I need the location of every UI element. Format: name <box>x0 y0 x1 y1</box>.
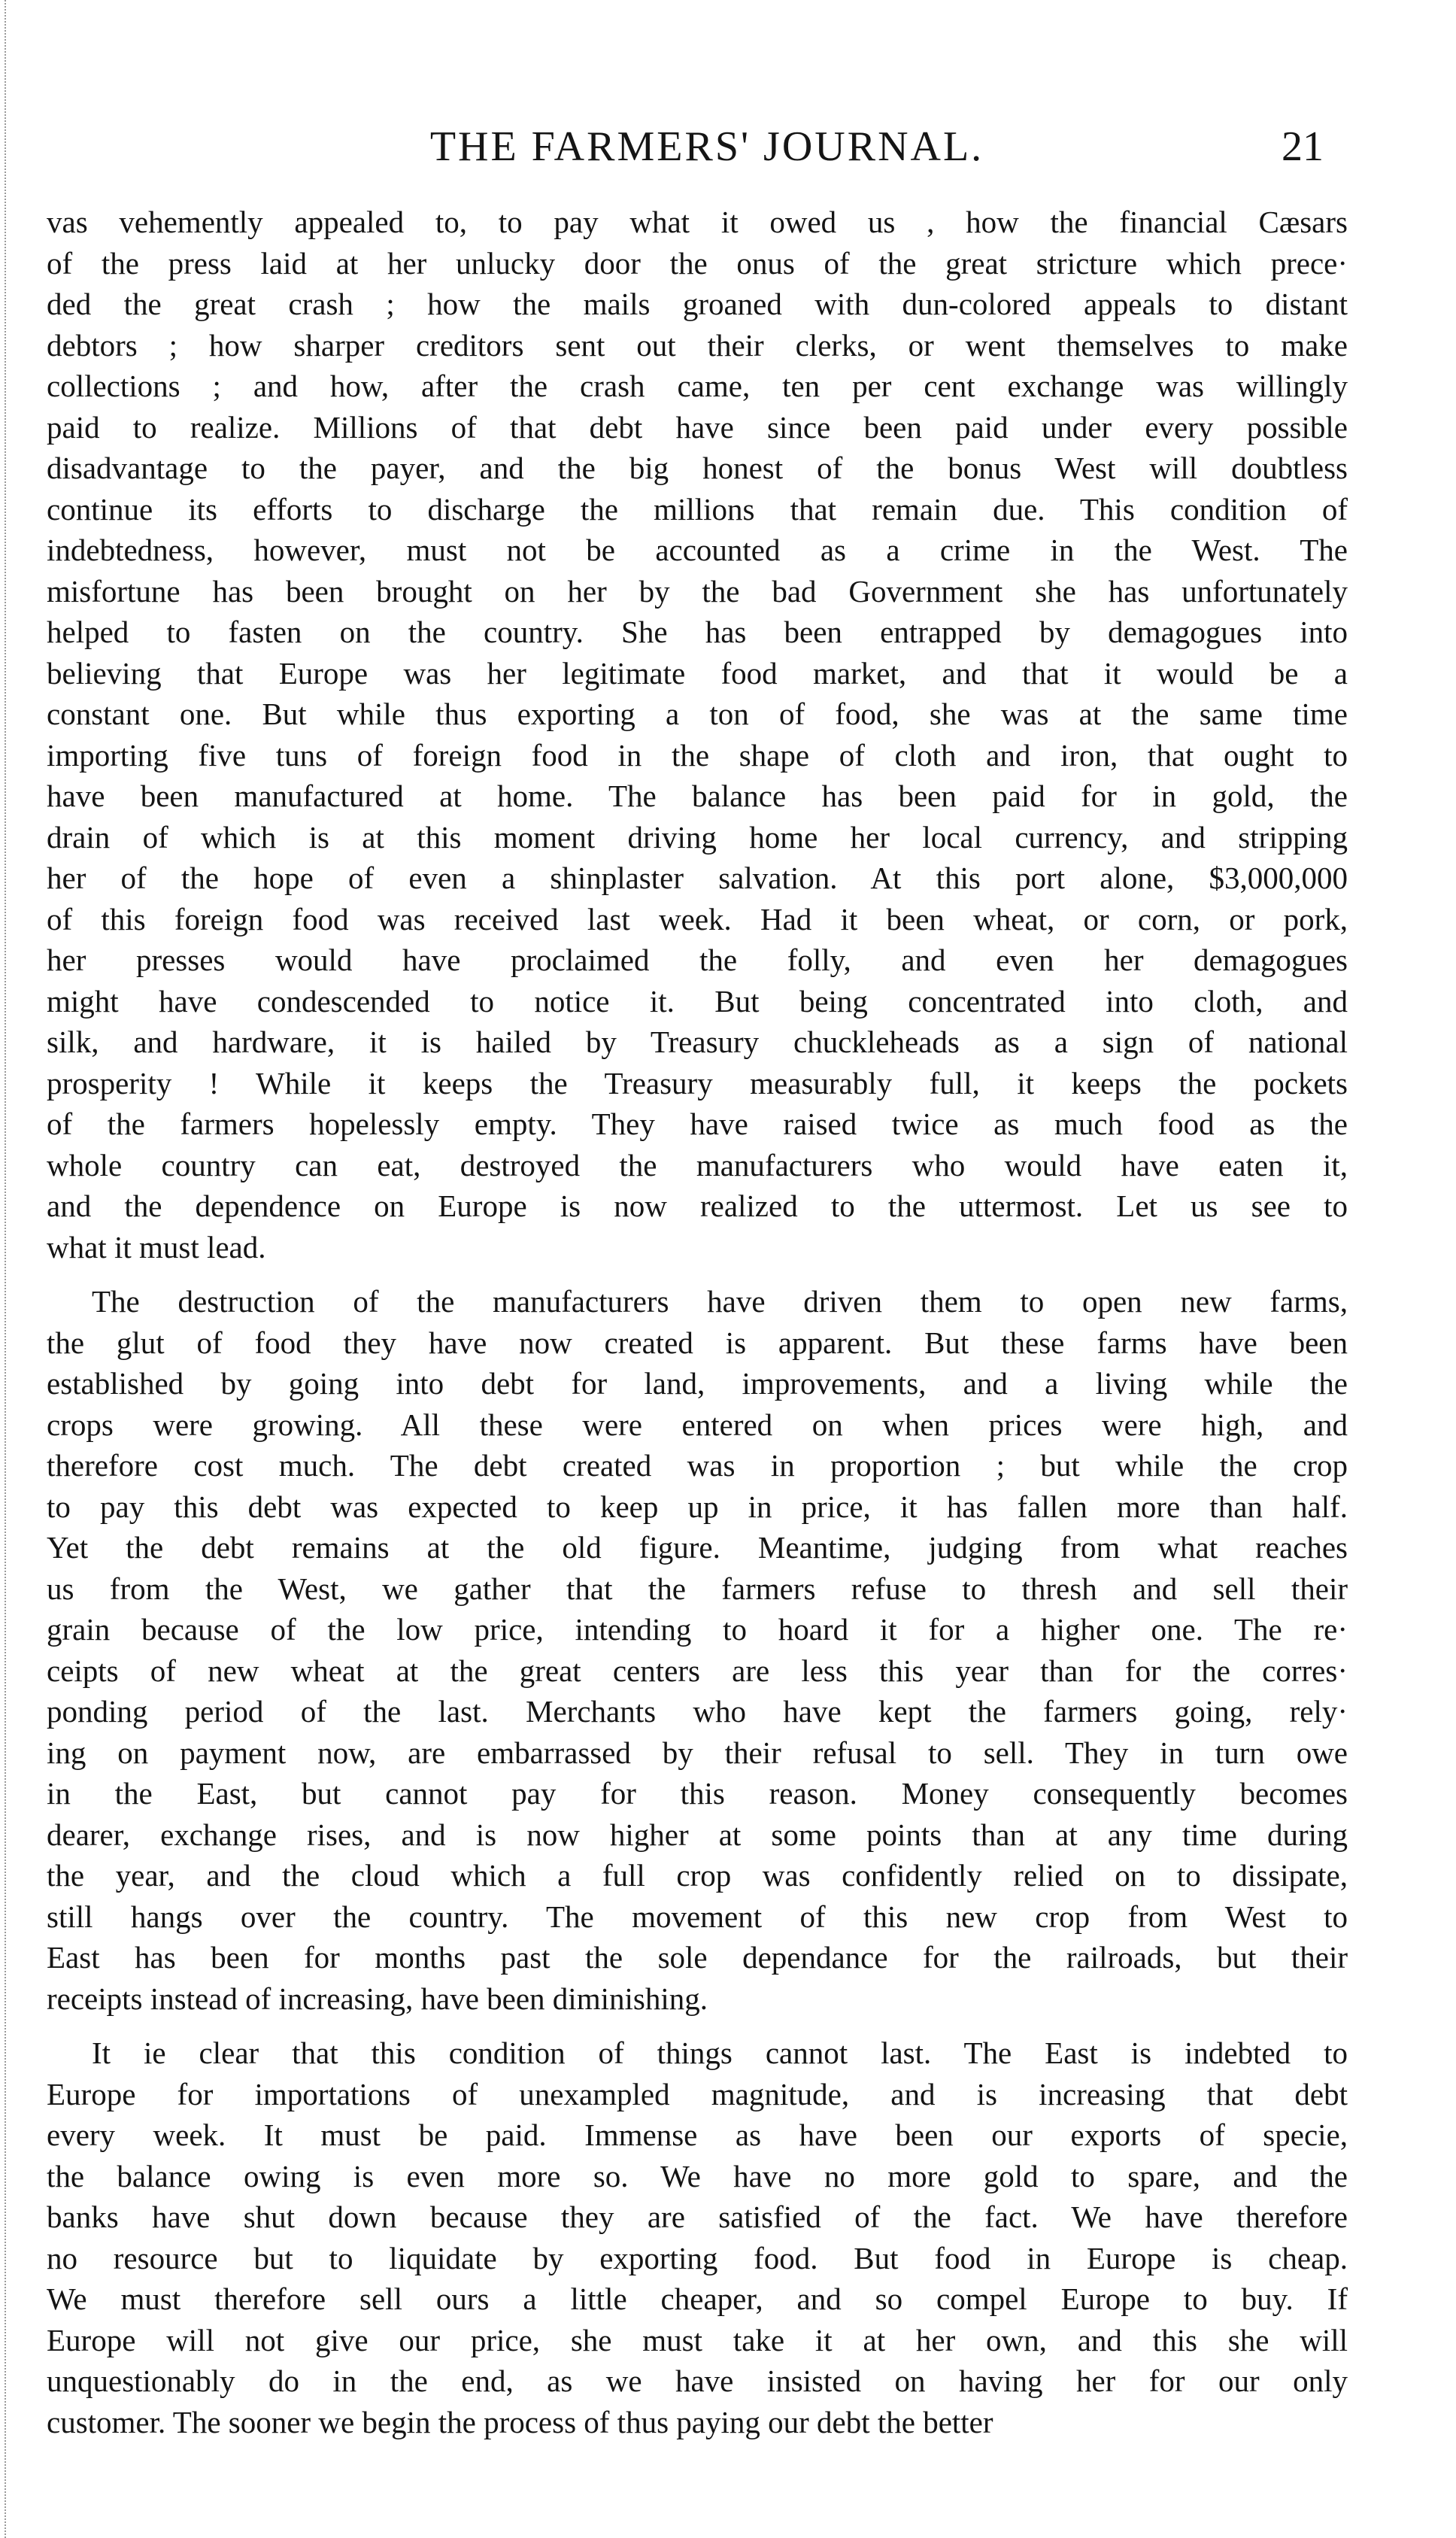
text-line: in the East, but cannot pay for this reason. Money consequently becomes <box>47 1776 1348 1811</box>
text-line: banks have shut down because they are satisfied of the fact. We have therefore <box>47 2199 1348 2234</box>
running-head <box>90 109 1324 177</box>
paragraph-gap <box>47 2019 1348 2033</box>
text-line: grain because of the low price, intending to hoard it for a higher one. The re· <box>47 1612 1348 1647</box>
text-line: receipts instead of increasing, have been diminishing. <box>47 1981 708 2016</box>
text-line: established by going into debt for land, improvements, and a living while the <box>47 1366 1348 1401</box>
text-line: customer. The sooner we begin the process of thus paying our debt the better <box>47 2404 993 2439</box>
text-line: Europe for importations of unexampled magnitude, and is increasing that debt <box>47 2076 1348 2111</box>
text-line: the glut of food they have now created is apparent. But these farms have been <box>47 1325 1348 1360</box>
text-line: believing that Europe was her legitimate food market, and that it would be a <box>47 655 1348 691</box>
paragraph-gap <box>47 1267 1348 1281</box>
text-line: vas vehemently appealed to, to pay what it owed us , how the financial Cæsars <box>47 205 1348 239</box>
text-line: collections ; and how, after the crash came, ten per cent exchange was willingly <box>47 369 1348 403</box>
text-line: of the press laid at her unlucky door the onus of the great stricture which prece· <box>47 245 1348 281</box>
text-line: us from the West, we gather that the farmers refuse to thresh and sell their <box>47 1571 1348 1606</box>
text-line: her presses would have proclaimed the folly, and even her demagogues <box>47 943 1348 977</box>
text-line: the year, and the cloud which a full crop was confidently relied on to dissipate, <box>47 1858 1348 1893</box>
text-line: prosperity ! While it keeps the Treasury measurably full, it keeps the pockets <box>47 1065 1348 1101</box>
text-line: Europe will not give our price, she must take it at her own, and this she will <box>47 2322 1348 2357</box>
text-line: ded the great crash ; how the mails groaned with dun-colored appeals to distant <box>47 287 1348 321</box>
text-line: drain of which is at this moment driving home her local currency, and stripping <box>47 819 1348 855</box>
text-line: paid to realize. Millions of that debt have since been paid under every possible <box>47 409 1348 445</box>
text-line: disadvantage to the payer, and the big honest of the bonus West will doubtless <box>47 451 1348 485</box>
text-line: indebtedness, however, must not be accounted as a crime in the West. The <box>47 533 1348 567</box>
text-line: therefore cost much. The debt created was in proportion ; but while the crop <box>47 1448 1348 1483</box>
paragraph <box>47 2033 1348 2442</box>
text-line: East has been for months past the sole dependance for the railroads, but their <box>47 1940 1348 1975</box>
text-line: silk, and hardware, it is hailed by Treasury chuckleheads as a sign of national <box>47 1025 1348 1059</box>
text-line: The destruction of the manufacturers have driven them to open new farms, <box>92 1284 1348 1319</box>
text-line: the balance owing is even more so. We have no more gold to spare, and the <box>47 2158 1348 2193</box>
text-line: might have condescended to notice it. But being concentrated into cloth, and <box>47 983 1348 1019</box>
article-body <box>47 202 1348 2442</box>
text-line: have been manufactured at home. The balance has been paid for in gold, the <box>47 779 1348 813</box>
paragraph <box>47 202 1348 1267</box>
journal-title: THE FARMERS' JOURNAL. <box>429 123 984 170</box>
text-line: continue its efforts to discharge the millions that remain due. This condition of <box>47 491 1348 527</box>
text-line: unquestionably do in the end, as we have insisted on having her for our only <box>47 2363 1348 2398</box>
text-line: still hangs over the country. The movement of this new crop from West to <box>47 1899 1348 1934</box>
text-line: Yet the debt remains at the old figure. Meantime, judging from what reaches <box>47 1530 1348 1565</box>
text-line: and the dependence on Europe is now realized to the uttermost. Let us see to <box>47 1189 1348 1223</box>
margin-rule <box>5 0 6 2538</box>
text-line: every week. It must be paid. Immense as have been our exports of specie, <box>47 2118 1348 2152</box>
text-line: helped to fasten on the country. She has been entrapped by demagogues into <box>47 615 1348 649</box>
text-line: We must therefore sell ours a little cheaper, and so compel Europe to buy. If <box>47 2281 1348 2316</box>
text-line: importing five tuns of foreign food in the shape of cloth and iron, that ought to <box>47 737 1348 773</box>
text-line: crops were growing. All these were entered on when prices were high, and <box>47 1407 1348 1442</box>
text-line: debtors ; how sharper creditors sent out their clerks, or went themselves to make <box>47 327 1348 363</box>
text-line: her of the hope of even a shinplaster salvation. At this port alone, $3,000,000 <box>47 861 1348 895</box>
text-line: ponding period of the last. Merchants who have kept the farmers going, rely· <box>47 1694 1348 1729</box>
text-line: ceipts of new wheat at the great centers are less this year than for the corres· <box>47 1653 1348 1688</box>
text-line: whole country can eat, destroyed the manufacturers who would have eaten it, <box>47 1147 1348 1182</box>
paragraph <box>47 1281 1348 2019</box>
text-line: misfortune has been brought on her by the bad Government she has unfortunately <box>47 573 1348 609</box>
text-line: of this foreign food was received last week. Had it been wheat, or corn, or pork, <box>47 901 1348 937</box>
text-line: ing on payment now, are embarrassed by their refusal to sell. They in turn owe <box>47 1735 1348 1770</box>
text-line: constant one. But while thus exporting a ton of food, she was at the same time <box>47 697 1348 731</box>
text-line: no resource but to liquidate by exporting food. But food in Europe is cheap. <box>47 2240 1348 2275</box>
text-line: It ie clear that this condition of things cannot last. The East is indebted to <box>92 2036 1348 2070</box>
page-number: 21 <box>1282 123 1324 170</box>
text-line: dearer, exchange rises, and is now higher at some points than at any time during <box>47 1817 1348 1852</box>
text-line: what it must lead. <box>47 1229 266 1264</box>
text-line: to pay this debt was expected to keep up in price, it has fallen more than half. <box>47 1489 1348 1524</box>
text-line: of the farmers hopelessly empty. They have raised twice as much food as the <box>47 1107 1348 1141</box>
